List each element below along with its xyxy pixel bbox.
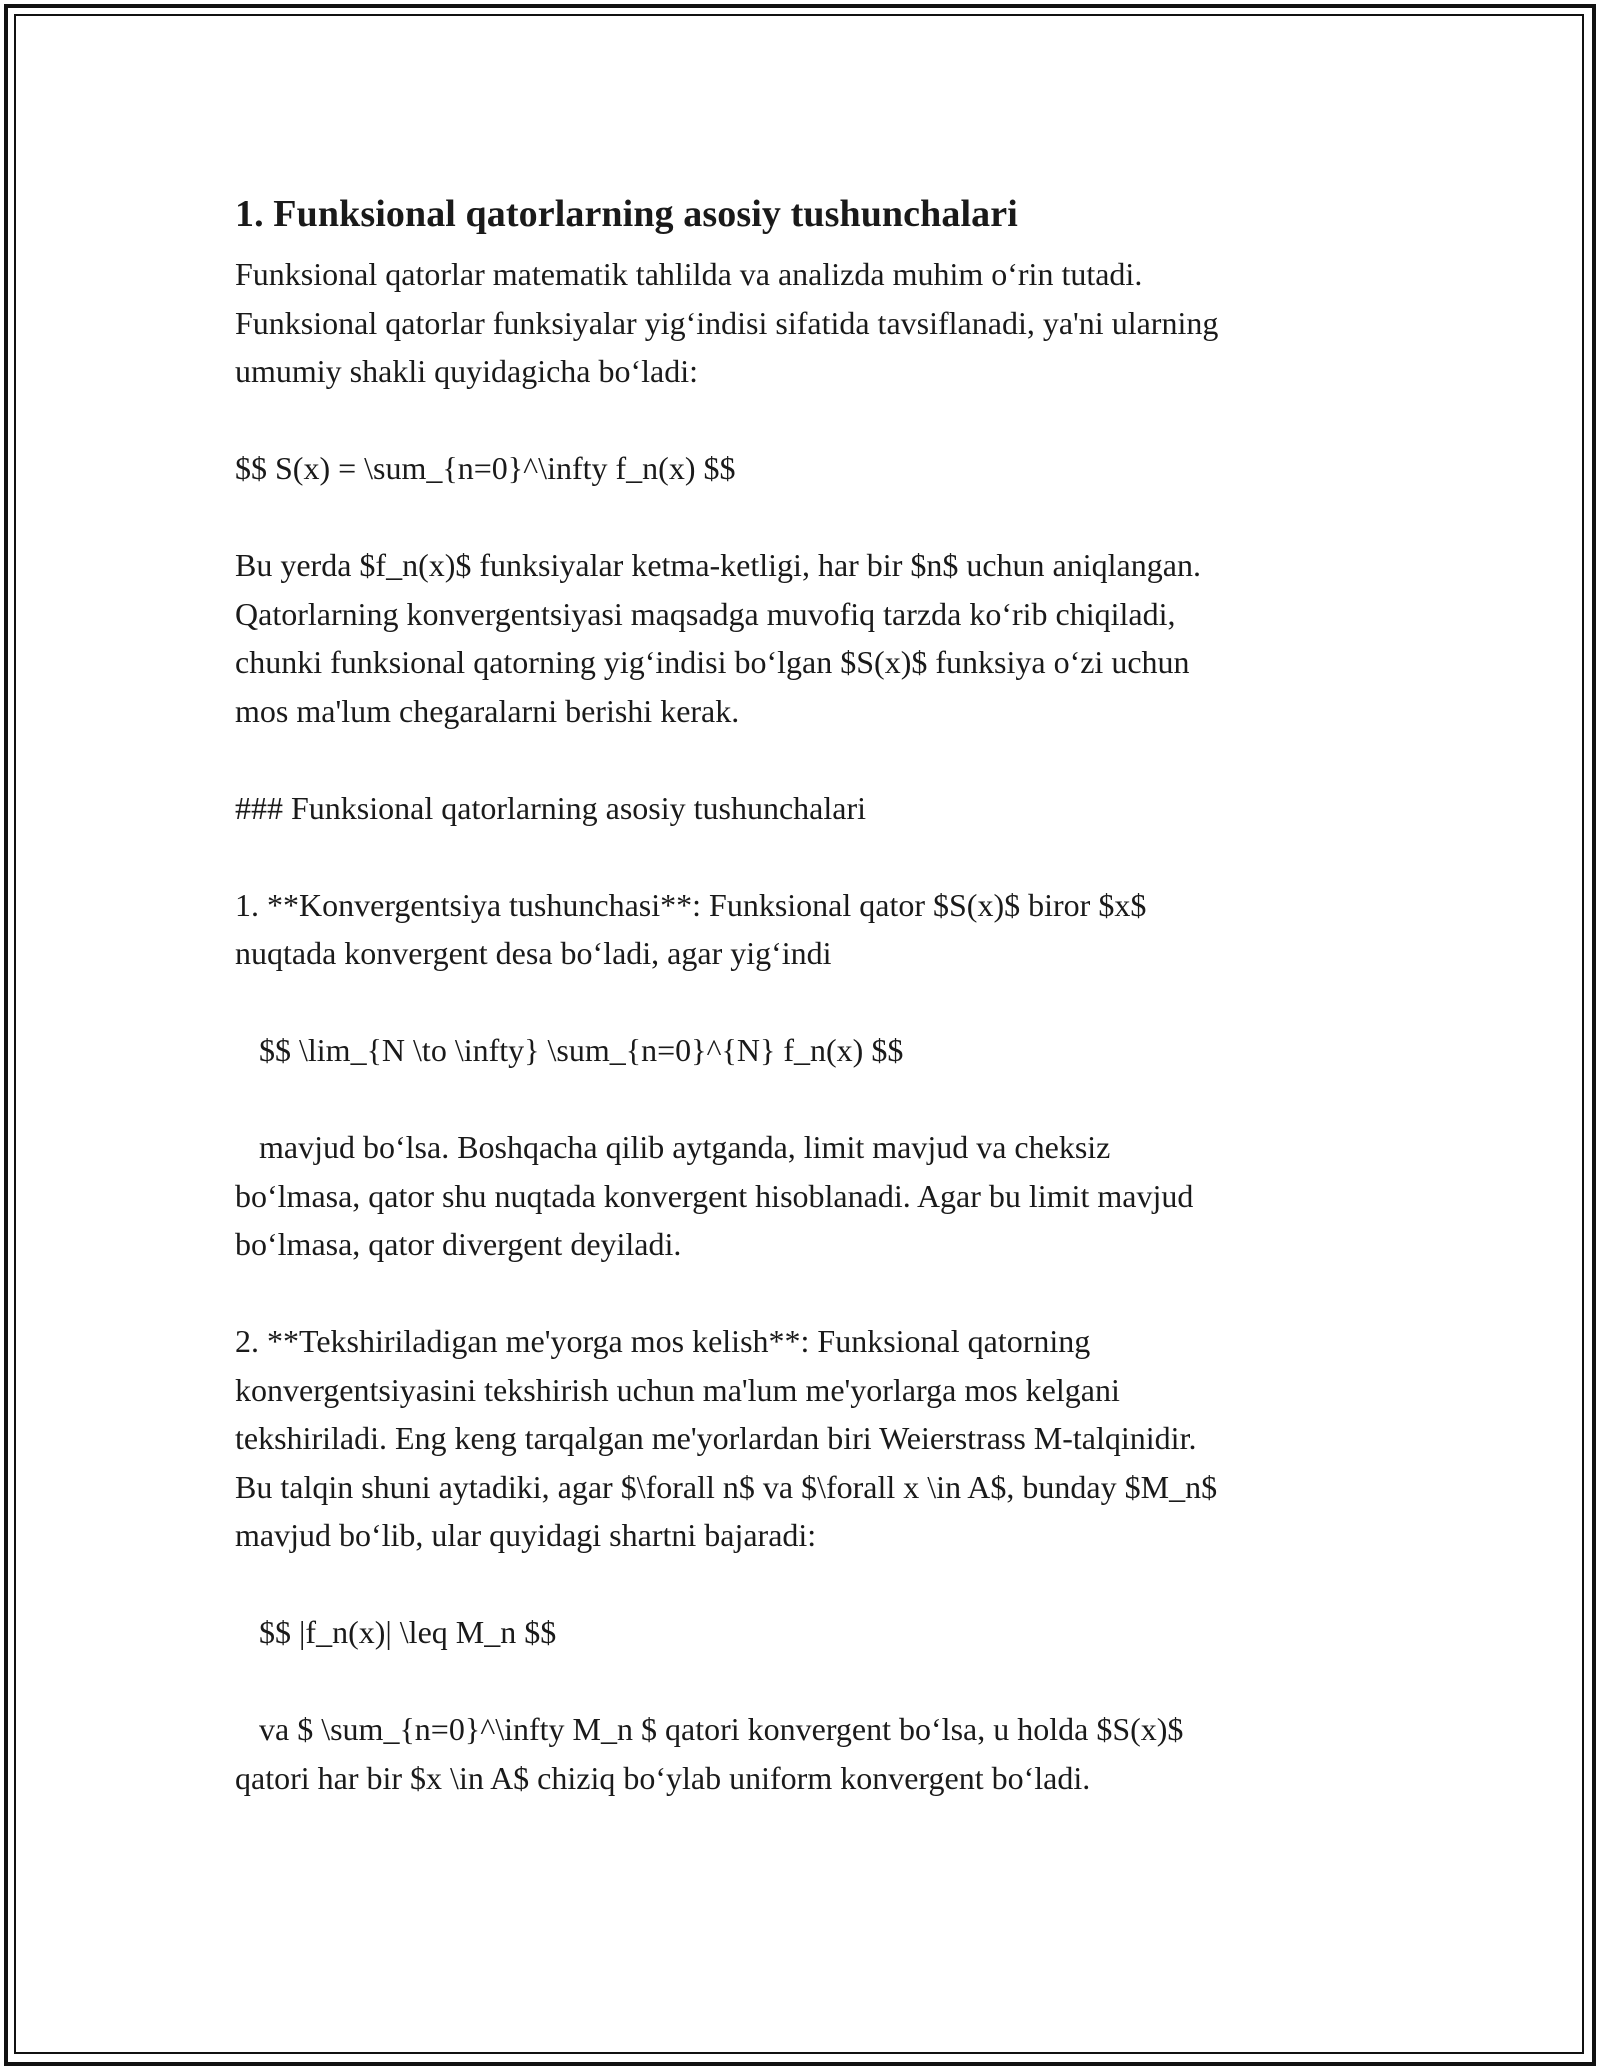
document-body-text: Funksional qatorlar matematik tahlilda va analizda muhim o‘rin tutadi. Funksional qatorlar funksiyalar yig‘indisi sifatida tavsiflanadi, ya'ni ularning umumiy shakli quyidagicha bo‘ladi: $$ S(x) = \sum_{n=0}^\infty f_n(x) $$ Bu yerda $f_n(x)$ funksiyalar ketma-ketligi, har bir $n$ uchun aniqlangan. Qatorlarning konvergentsiyasi maqsadga muvofiq tarzda ko‘rib chiqiladi, chunki funksional qatorning yig‘indisi bo‘lgan $S(x)$ funksiya o‘zi uchun mos ma'lum chegaralarni berishi kerak. ### Funksional qatorlarning asosiy tushunchalari 1. **Konvergentsiya tushunchasi**: Funksional qator $S(x)$ biror $x$ nuqtada konvergent desa bo‘ladi, agar yig‘indi $$ \lim_{N \to \infty} \sum_{n=0}^{N} f_n(x) $$ mavjud bo‘lsa. Boshqacha qilib aytganda, limit mavjud va cheksiz bo‘lmasa, qator shu nuqtada konvergent hisoblanadi. Agar bu limit mavjud bo‘lmasa, qator divergent deyiladi. 2. **Tekshiriladigan me'yorga mos kelish**: Funksional qatorning konvergentsiyasini tekshirish uchun ma'lum me'yorlarga mos kelgani tekshiriladi. Eng keng tarqalgan me'yorlardan biri Weierstrass M-talqinidir. Bu talqin shuni aytadiki, agar $\forall n$ va $\forall x \in A$, bunday $M_n$ mavjud bo‘lib, ular quyidagi shartni bajaradi: $$ |f_n(x)| \leq M_n $$ va $ \sum_{n=0}^\infty M_n $ qatori konvergent bo‘lsa, u holda $S(x)$ qatori har bir $x \in A$ chiziq bo‘ylab uniform konvergent bo‘ladi. [235, 256, 1219, 1796]
document-page [235, 188, 1375, 1802]
page-title: 1. Funksional qatorlarning asosiy tushunchalari [235, 193, 1018, 235]
